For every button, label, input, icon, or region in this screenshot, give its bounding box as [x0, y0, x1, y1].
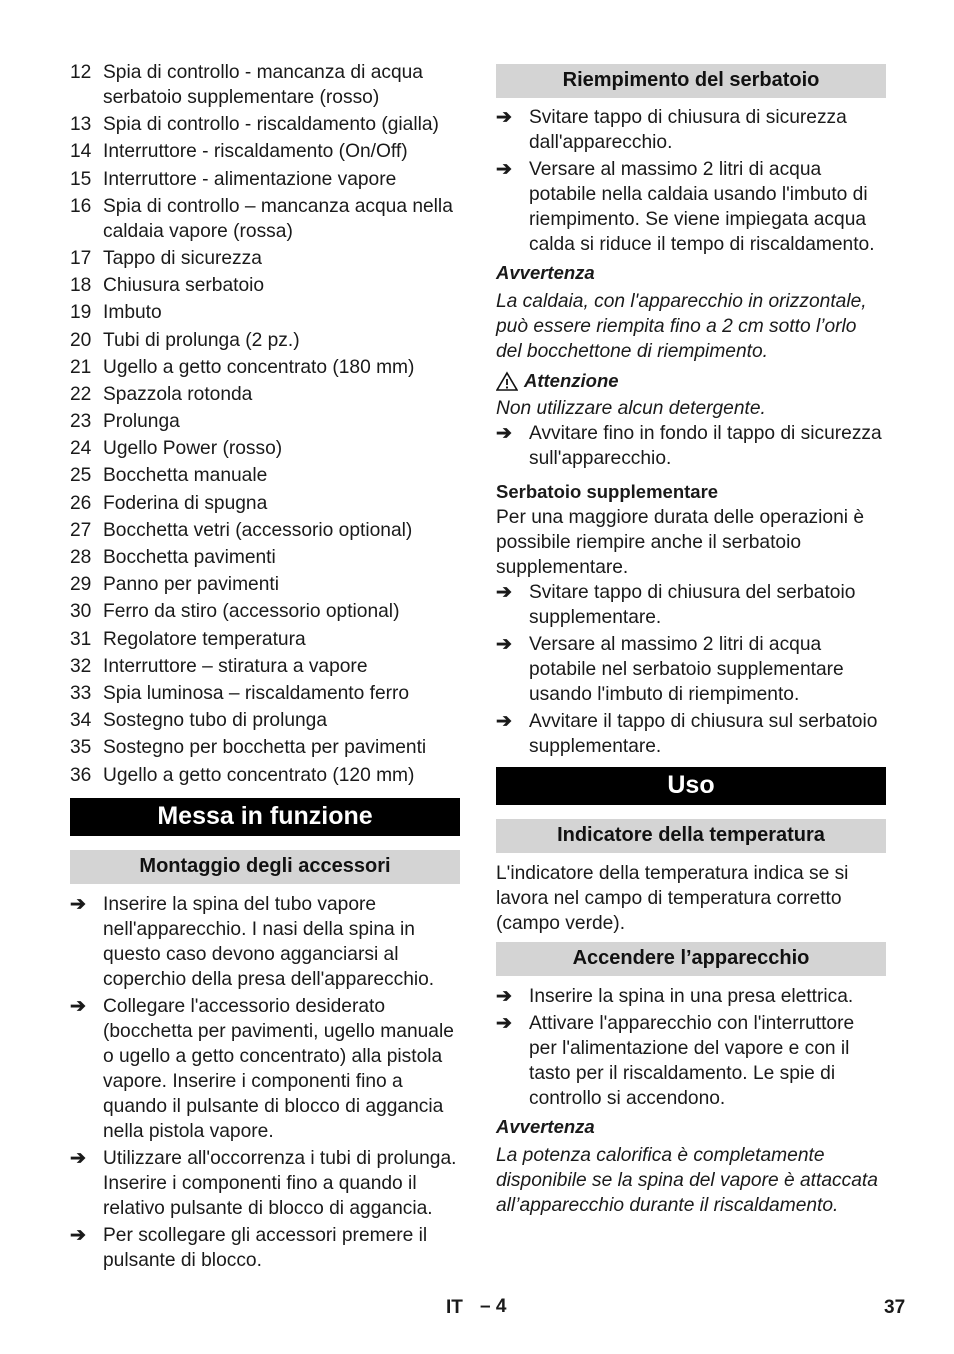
part-number: 21 — [70, 356, 92, 378]
warning-heading — [496, 368, 886, 393]
parts-list-item — [70, 139, 460, 164]
part-number: 19 — [70, 302, 92, 324]
arrow-right-icon: ➔ — [496, 159, 512, 180]
parts-list-item — [70, 763, 460, 788]
arrow-right-icon: ➔ — [496, 634, 512, 655]
part-label: Ugello a getto concentrato (120 mm) — [103, 764, 415, 786]
part-number: 12 — [70, 62, 92, 83]
parts-list-item — [70, 409, 460, 434]
parts-list-item — [70, 246, 460, 271]
part-number: 28 — [70, 547, 92, 568]
parts-list-item — [70, 654, 460, 679]
part-label: Prolunga — [103, 411, 180, 433]
part-label: Imbuto — [103, 302, 162, 324]
part-label: Ugello Power (rosso) — [103, 438, 283, 460]
parts-list-item — [70, 60, 460, 110]
part-label: Tappo di sicurezza — [103, 247, 262, 269]
parts-list-item — [70, 735, 460, 760]
part-number: 24 — [70, 438, 92, 460]
parts-list-item — [70, 355, 460, 380]
parts-list-item — [70, 518, 460, 543]
parts-list-item — [70, 708, 460, 733]
parts-list — [70, 60, 460, 788]
step-text: Versare al massimo 2 litri di acqua potabile nel serbatoio supplementare usando l'imbuto di riempimento. — [529, 634, 844, 705]
warning-title: Attenzione — [524, 370, 619, 391]
step-item — [496, 157, 886, 257]
parts-list-item — [70, 112, 460, 137]
part-label: Sostegno per bocchetta per pavimenti — [103, 737, 427, 759]
part-number: 22 — [70, 383, 92, 405]
note-text: La caldaia, con l'apparecchio in orizzontale, può essere riempita fino a 2 cm sotto l’orlo del bocchettone di riempimento. — [496, 291, 867, 362]
arrow-right-icon: ➔ — [70, 1147, 86, 1169]
step-item — [70, 892, 460, 992]
part-label: Interruttore - riscaldamento (On/Off) — [103, 141, 408, 163]
step-text: Inserire la spina del tubo vapore nell'apparecchio. I nasi della spina in questo caso devono agganciarsi al coperchio della presa dell'apparecchio. — [103, 893, 435, 990]
step-item — [496, 580, 886, 630]
part-number: 34 — [70, 710, 92, 732]
step-text: Utilizzare all'occorrenza i tubi di prolunga. Inserire i componenti fino a quando il relativo pulsante di blocco di aggancia. — [103, 1147, 457, 1219]
step-item — [496, 421, 886, 471]
arrow-right-icon: ➔ — [496, 107, 512, 128]
part-label: Bocchetta vetri (accessorio optional) — [103, 519, 413, 541]
warning-text: Non utilizzare alcun detergente. — [496, 398, 766, 419]
subsection-title-montaggio: Montaggio degli accessori — [70, 850, 460, 884]
parts-list-item — [70, 436, 460, 461]
footer-language: IT — [446, 1297, 463, 1318]
step-item — [496, 105, 886, 155]
arrow-right-icon: ➔ — [496, 986, 512, 1007]
footer-page-number: 37 — [884, 1297, 906, 1318]
part-label: Foderina di spugna — [103, 492, 268, 514]
left-column — [70, 60, 460, 1275]
step-text: Svitare tappo di chiusura del serbatoio supplementare. — [529, 582, 856, 628]
part-label: Bocchetta manuale — [103, 465, 268, 487]
arrow-right-icon: ➔ — [496, 711, 512, 732]
part-number: 36 — [70, 764, 92, 786]
subsection-title-riempimento: Riempimento del serbatoio — [496, 64, 886, 98]
part-label: Spazzola rotonda — [103, 383, 253, 405]
step-item — [496, 1011, 886, 1111]
accendere-steps — [496, 984, 886, 1111]
part-label: Tubi di prolunga (2 pz.) — [103, 329, 300, 351]
part-label: Sostegno tubo di prolunga — [103, 710, 328, 732]
step-text: Inserire la spina in una presa elettrica. — [529, 986, 854, 1007]
part-number: 27 — [70, 519, 92, 541]
part-label: Panno per pavimenti — [103, 574, 279, 596]
arrow-right-icon: ➔ — [496, 423, 512, 444]
section-title-messa: Messa in funzione — [70, 798, 460, 836]
step-text: Avvitare fino in fondo il tappo di sicurezza sull'apparecchio. — [529, 423, 882, 469]
part-number: 31 — [70, 628, 92, 650]
parts-list-item — [70, 545, 460, 570]
parts-list-item — [70, 194, 460, 244]
parts-list-item — [70, 273, 460, 298]
step-text: Per scollegare gli accessori premere il pulsante di blocco. — [103, 1224, 428, 1271]
parts-list-item — [70, 681, 460, 706]
part-number: 25 — [70, 465, 92, 487]
part-number: 33 — [70, 682, 92, 704]
parts-list-item — [70, 167, 460, 192]
step-item — [70, 994, 460, 1144]
part-label: Spia di controllo - mancanza di acqua serbatoio supplementare (rosso) — [103, 62, 423, 108]
indicatore-text: L'indicatore della temperatura indica se si lavora nel campo di temperatura corretto (campo verde). — [496, 863, 849, 934]
part-number: 13 — [70, 114, 92, 136]
parts-list-item — [70, 300, 460, 325]
parts-list-item — [70, 599, 460, 624]
serbatoio-title: Serbatoio supplementare — [496, 481, 719, 502]
step-text: Avvitare il tappo di chiusura sul serbatoio supplementare. — [529, 711, 878, 757]
step-item — [496, 709, 886, 759]
arrow-right-icon: ➔ — [70, 995, 86, 1017]
step-item — [70, 1146, 460, 1221]
part-number: 29 — [70, 574, 92, 596]
part-label: Spia di controllo – mancanza acqua nella caldaia vapore (rossa) — [103, 195, 453, 242]
part-number: 18 — [70, 275, 92, 297]
right-column — [496, 64, 886, 1218]
part-label: Regolatore temperatura — [103, 628, 306, 650]
arrow-right-icon: ➔ — [496, 582, 512, 603]
serbatoio-steps — [496, 580, 886, 759]
part-label: Ferro da stiro (accessorio optional) — [103, 601, 400, 623]
part-number: 23 — [70, 411, 92, 433]
part-number: 17 — [70, 247, 92, 269]
part-label: Spia di controllo - riscaldamento (gialla) — [103, 114, 439, 136]
part-label: Spia luminosa – riscaldamento ferro — [103, 682, 410, 704]
parts-list-item — [70, 328, 460, 353]
parts-list-item — [70, 382, 460, 407]
arrow-right-icon: ➔ — [496, 1013, 512, 1034]
part-number: 15 — [70, 168, 92, 190]
footer-page-label: – 4 — [480, 1296, 507, 1317]
uso-note-text: La potenza calorifica è completamente disponibile se la spina del vapore è attaccata all’apparecchio durante il riscaldamento. — [496, 1145, 878, 1216]
note-title: Avvertenza — [496, 262, 595, 283]
step-item — [496, 632, 886, 707]
part-number: 35 — [70, 737, 92, 759]
part-number: 20 — [70, 329, 92, 351]
step-text: Attivare l'apparecchio con l'interruttore per l'alimentazione del vapore e con il tasto per il riscaldamento. Le spie di controllo si accendono. — [529, 1013, 855, 1109]
serbatoio-intro: Per una maggiore durata delle operazioni è possibile riempire anche il serbatoio supplementare. — [496, 507, 865, 578]
part-label: Interruttore – stiratura a vapore — [103, 655, 368, 677]
part-number: 30 — [70, 601, 92, 623]
parts-list-item — [70, 463, 460, 488]
arrow-right-icon: ➔ — [70, 1224, 86, 1246]
step-item — [70, 1223, 460, 1273]
step-item — [496, 984, 886, 1009]
arrow-right-icon: ➔ — [70, 893, 86, 915]
part-number: 26 — [70, 492, 92, 514]
uso-note-title: Avvertenza — [496, 1116, 595, 1137]
subsection-title-indicatore: Indicatore della temperatura — [496, 819, 886, 853]
section-title-uso: Uso — [496, 767, 886, 805]
part-number: 14 — [70, 141, 92, 163]
montaggio-steps — [70, 892, 460, 1273]
step-text: Versare al massimo 2 litri di acqua potabile nella caldaia usando l'imbuto di riempimento. Se viene impiegata acqua calda si riduce il tempo di riscaldamento. — [529, 159, 875, 255]
part-label: Interruttore - alimentazione vapore — [103, 168, 397, 190]
parts-list-item — [70, 491, 460, 516]
part-label: Bocchetta pavimenti — [103, 547, 276, 568]
step-text: Collegare l'accessorio desiderato (bocchetta per pavimenti, ugello manuale o ugello a getto concentrato) alla pistola vapore. Inserire i componenti fino a quando il pulsante di blocco di aggancia nella pistola vapore. — [103, 995, 454, 1142]
part-number: 32 — [70, 655, 92, 677]
parts-list-item — [70, 627, 460, 652]
part-label: Chiusura serbatoio — [103, 275, 265, 297]
step-text: Svitare tappo di chiusura di sicurezza dall'apparecchio. — [529, 107, 847, 153]
part-label: Ugello a getto concentrato (180 mm) — [103, 356, 415, 378]
subsection-title-accendere: Accendere l’apparecchio — [496, 942, 886, 976]
riempimento-steps — [496, 105, 886, 257]
part-number: 16 — [70, 195, 92, 217]
parts-list-item — [70, 572, 460, 597]
warning-triangle-icon — [496, 371, 518, 391]
riempimento-steps-2 — [496, 421, 886, 471]
